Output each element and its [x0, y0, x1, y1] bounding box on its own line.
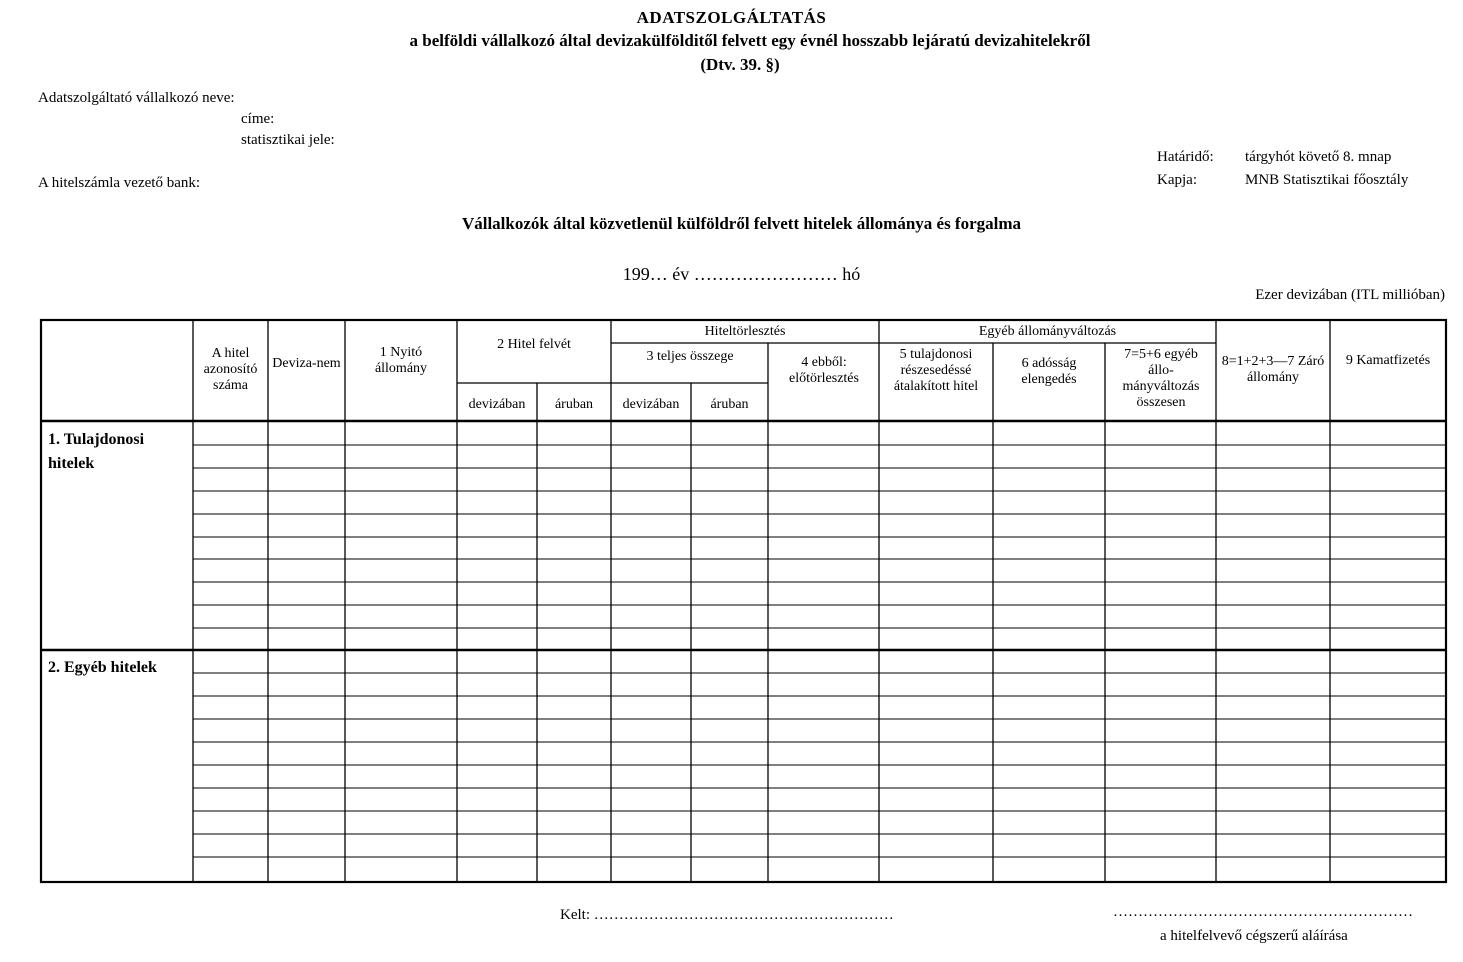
- recipient-label: Kapja:: [1157, 172, 1197, 188]
- col-closing: 8=1+2+3—7 Záró állomány: [1221, 354, 1325, 385]
- bank-label: A hitelszámla vezető bank:: [38, 175, 201, 191]
- col-forgiven: 6 adósság elengedés: [1021, 356, 1077, 387]
- group-header-repayment: Hiteltörlesztés: [704, 324, 786, 339]
- table-title: Vállalkozók által közvetlenül külföldről felvett hitelek állománya és forgalma: [461, 214, 1022, 233]
- date-field: Kelt: ……………………………………………………: [560, 907, 894, 923]
- col-prepayment: 4 ebből: előtörlesztés: [789, 355, 859, 386]
- provider-stat-label: statisztikai jele:: [241, 132, 335, 148]
- form-title: ADATSZOLGÁLTATÁS: [636, 8, 827, 27]
- col-converted: 5 tulajdonosi részesedéssé átalakított hitel: [893, 347, 979, 394]
- subcol-drawdown-currency: devizában: [468, 397, 526, 412]
- row-label-other-loans: 2. Egyéb hitelek: [48, 659, 157, 676]
- subcol-repay-goods: áruban: [710, 397, 749, 412]
- provider-name-label: Adatszolgáltató vállalkozó neve:: [38, 90, 235, 106]
- signature-label: a hitelfelvevő cégszerű aláírása: [1160, 928, 1348, 944]
- col-opening: 1 Nyitó állomány: [374, 345, 428, 376]
- deadline-label: Határidő:: [1157, 149, 1214, 165]
- subcol-drawdown-goods: áruban: [554, 397, 594, 412]
- signature-line: ……………………………………………………: [1113, 904, 1413, 920]
- row-label-owner-loans: 1. Tulajdonosi hitelek: [48, 431, 145, 472]
- col-other-total: 7=5+6 egyéb állo-mányváltozás összesen: [1122, 347, 1200, 410]
- unit-note: Ezer devizában (ITL millióban): [1255, 287, 1445, 303]
- law-reference: (Dtv. 39. §): [700, 55, 780, 74]
- deadline-value: tárgyhót követő 8. mnap: [1245, 149, 1392, 165]
- reporting-period: 199… év …………………… hó: [622, 264, 861, 284]
- form-subtitle: a belföldi vállalkozó által devizakülfölditől felvett egy évnél hosszabb lejáratú devizahitelekről: [409, 31, 1091, 50]
- recipient-value: MNB Statisztikai főosztály: [1245, 172, 1409, 188]
- col-drawdown: 2 Hitel felvét: [497, 337, 571, 352]
- group-header-other-changes: Egyéb állományváltozás: [978, 324, 1117, 339]
- provider-address-label: címe:: [241, 111, 275, 127]
- subcol-repay-currency: devizában: [622, 397, 680, 412]
- col-loan-id: A hitel azonosító száma: [203, 346, 258, 393]
- col-currency: Deviza-nem: [272, 356, 341, 371]
- col-interest: 9 Kamatfizetés: [1345, 353, 1431, 368]
- col-repay-total: 3 teljes összege: [646, 349, 734, 364]
